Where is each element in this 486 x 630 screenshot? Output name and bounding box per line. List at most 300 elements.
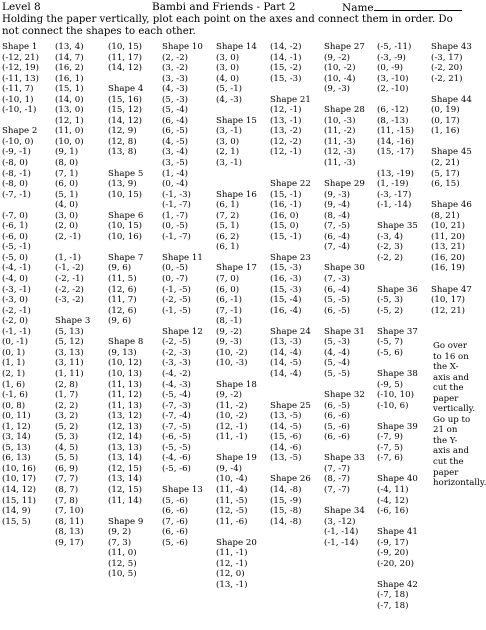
coordinate-point: (14, 12) xyxy=(2,484,37,495)
coordinate-point: (11, -2) xyxy=(216,400,248,411)
coordinate-point: (-2, -5) xyxy=(162,295,191,306)
coordinate-point: (-3, 4) xyxy=(377,231,404,242)
coordinate-point: (5, -5) xyxy=(324,368,351,379)
shape-heading: Shape 17 xyxy=(216,263,257,274)
coordinate-point: (-6, 16) xyxy=(377,506,409,517)
coordinate-point: (0, 1) xyxy=(2,347,26,358)
coordinate-point: (0, 8) xyxy=(2,400,26,411)
coordinate-point: (9, 2) xyxy=(108,527,132,538)
coordinate-point: (-5, 0) xyxy=(2,252,29,263)
shape-heading: Shape 46 xyxy=(431,200,472,211)
coordinate-point: (-2, 3) xyxy=(377,242,404,253)
coordinate-point: (15, -2) xyxy=(270,63,302,74)
coordinate-point: (11, -1) xyxy=(216,548,248,559)
shape-heading: Shape 7 xyxy=(108,252,144,263)
coordinate-point: (15, 5) xyxy=(2,516,31,527)
coordinate-point: (4, -5) xyxy=(162,136,189,147)
coordinate-point: (8, 0) xyxy=(55,158,79,169)
coordinate-point: (12, -1) xyxy=(270,105,302,116)
blank-line xyxy=(324,253,365,264)
blank-line xyxy=(377,263,418,274)
coordinate-point: (13, 9) xyxy=(108,179,137,190)
coordinate-point: (12, -5) xyxy=(216,506,248,517)
coordinate-point: (10, 5) xyxy=(108,569,137,580)
coordinate-point: (-5, 3) xyxy=(377,295,404,306)
shape-heading: Shape 44 xyxy=(431,94,472,105)
coordinate-point: (0, -7) xyxy=(162,274,189,285)
coordinate-point: (3, -1) xyxy=(216,158,243,169)
blank-line xyxy=(108,327,143,338)
coordinate-point: (8, 11) xyxy=(55,516,84,527)
coordinate-point: (14, -4) xyxy=(270,347,302,358)
coordinate-point: (5, 13) xyxy=(55,326,84,337)
coordinate-point: (12, -1) xyxy=(216,421,248,432)
coordinate-point: (-4, -3) xyxy=(162,379,191,390)
coordinate-point: (10, 13) xyxy=(108,368,143,379)
coordinate-point: (16, 2) xyxy=(55,63,84,74)
coordinate-point: (4, 5) xyxy=(55,442,79,453)
shape-heading: Shape 1 xyxy=(2,42,38,52)
coordinate-point: (15, -3) xyxy=(270,263,302,274)
coordinate-point: (5, -6) xyxy=(324,421,351,432)
coordinate-point: (-7, -5) xyxy=(162,421,191,432)
coordinate-point: (6, -4) xyxy=(324,284,351,295)
instructions: Holding the paper vertically, plot each point on the axes and connect them in order. Do not connect the shapes to each other. xyxy=(2,14,453,37)
coordinate-point: (-10, 0) xyxy=(2,136,34,147)
coordinate-point: (5, -1) xyxy=(216,84,243,95)
blank-line xyxy=(216,253,257,264)
coordinate-point: (-5, -11) xyxy=(377,42,412,52)
coordinate-point: (-10, 6) xyxy=(377,400,409,411)
level-label: Level 8 xyxy=(2,1,41,13)
shape-heading: Shape 26 xyxy=(270,474,311,485)
coordinate-point: (13, -3) xyxy=(270,337,302,348)
blank-line xyxy=(216,179,257,190)
coordinate-point: (-6, -5) xyxy=(162,432,191,443)
coordinate-point: (6, -5) xyxy=(324,305,351,316)
coordinate-point: (-7, 18) xyxy=(377,590,409,601)
coordinate-point: (-12, 21) xyxy=(2,52,39,63)
coordinate-point: (-3, -17) xyxy=(377,189,412,200)
coordinate-point: (9, -2) xyxy=(216,326,243,337)
coordinate-point: (12, 21) xyxy=(431,305,466,316)
coordinate-point: (3, -5) xyxy=(162,158,189,169)
coordinate-point: (14, -6) xyxy=(270,442,302,453)
coordinate-point: (13, -5) xyxy=(270,453,302,464)
coordinate-point: (11, -5) xyxy=(216,495,248,506)
shape-heading: Shape 19 xyxy=(216,453,257,464)
coordinate-point: (14, -5) xyxy=(270,421,302,432)
coordinate-point: (-3, 0) xyxy=(2,295,29,306)
coordinate-point: (8, 13) xyxy=(55,527,84,538)
coordinate-point: (-5, -6) xyxy=(162,463,191,474)
blank-line xyxy=(431,137,472,148)
coordinate-point: (-3, -1) xyxy=(2,284,31,295)
coordinate-point: (5, 5) xyxy=(55,453,79,464)
coordinate-point: (1, 16) xyxy=(431,126,460,137)
coordinate-point: (-2, -3) xyxy=(162,347,191,358)
coordinate-point: (12, -1) xyxy=(216,558,248,569)
shape-heading: Shape 14 xyxy=(216,42,257,52)
coordinate-point: (1, 11) xyxy=(55,368,84,379)
coordinate-point: (4, 0) xyxy=(55,200,79,211)
blank-line xyxy=(270,84,311,95)
coordinate-point: (-3, -2) xyxy=(55,295,84,306)
shape-heading: Shape 15 xyxy=(216,115,257,126)
coordinate-point: (6, -5) xyxy=(324,400,351,411)
coordinate-point: (14, -1) xyxy=(270,52,302,63)
coordinate-point: (10, 12) xyxy=(108,358,143,369)
coordinate-point: (10, 0) xyxy=(55,136,84,147)
coordinate-point: (1, 6) xyxy=(2,379,26,390)
coordinate-point: (11, -3) xyxy=(324,158,356,169)
blank-line xyxy=(2,200,39,211)
coordinate-point: (-11, 7) xyxy=(2,84,34,95)
coordinate-point: (-9, 17) xyxy=(377,537,409,548)
shape-heading: Shape 30 xyxy=(324,263,365,274)
coordinate-point: (2, 1) xyxy=(2,368,26,379)
coordinate-point: (12, -2) xyxy=(270,136,302,147)
coordinate-point: (11, -15) xyxy=(377,126,414,137)
blank-line xyxy=(162,316,203,327)
coordinate-point: (4, -4) xyxy=(324,347,351,358)
coordinate-point: (6, -4) xyxy=(162,115,189,126)
coordinate-point: (14, -16) xyxy=(377,136,414,147)
coordinate-point: (11, 17) xyxy=(108,52,143,63)
coordinate-point: (15, 1) xyxy=(55,84,84,95)
blank-line xyxy=(377,95,418,106)
coordinate-point: (3, 2) xyxy=(55,411,79,422)
coordinate-point: (2, -2) xyxy=(162,52,189,63)
blank-line xyxy=(216,527,257,538)
coordinate-point: (5, 13) xyxy=(2,442,31,453)
coordinate-point: (-5, -1) xyxy=(2,242,31,253)
coordinate-point: (-8, 0) xyxy=(2,158,29,169)
blank-line xyxy=(270,316,311,327)
coordinate-point: (6, 1) xyxy=(216,200,240,211)
coordinate-point: (12, 8) xyxy=(108,136,137,147)
blank-line xyxy=(2,116,39,127)
coordinate-point: (3, -3) xyxy=(162,73,189,84)
blank-line xyxy=(377,158,418,169)
coordinate-point: (11, 12) xyxy=(108,390,143,401)
coordinate-point: (-1, -2) xyxy=(55,263,84,274)
coordinate-point: (9, 1) xyxy=(55,147,79,158)
blank-line xyxy=(377,517,418,528)
shape-heading: Shape 9 xyxy=(108,516,144,527)
coordinate-point: (7, 0) xyxy=(216,274,240,285)
coordinate-point: (-10, 10) xyxy=(377,390,414,401)
coordinate-point: (1, 12) xyxy=(2,421,31,432)
coordinate-point: (13, 14) xyxy=(108,453,143,464)
shape-heading: Shape 5 xyxy=(108,168,144,179)
coordinate-point: (6, 15) xyxy=(431,179,460,190)
blank-line xyxy=(108,506,143,517)
blank-line xyxy=(216,369,257,380)
coordinate-point: (12, 15) xyxy=(108,484,143,495)
coordinate-point: (-3, -3) xyxy=(162,358,191,369)
coordinate-point: (10, 21) xyxy=(431,221,466,232)
coordinate-point: (1, -19) xyxy=(377,179,409,190)
shape-heading: Shape 10 xyxy=(162,42,203,52)
coordinate-point: (8, -13) xyxy=(377,115,409,126)
blank-line xyxy=(324,443,365,454)
coordinate-point: (5, -3) xyxy=(162,94,189,105)
coordinate-point: (5, -3) xyxy=(324,337,351,348)
coordinate-point: (-9, 5) xyxy=(377,379,404,390)
coordinate-point: (16, -1) xyxy=(270,200,302,211)
coordinate-point: (6, -6) xyxy=(324,432,351,443)
coordinate-point: (-9, -1) xyxy=(2,147,31,158)
coordinate-point: (4, -3) xyxy=(216,94,243,105)
blank-line xyxy=(270,158,311,169)
coordinate-point: (12, -3) xyxy=(324,147,356,158)
coordinate-point: (5, -6) xyxy=(162,495,189,506)
coordinate-point: (15, -4) xyxy=(270,295,302,306)
coordinate-point: (10, -4) xyxy=(324,73,356,84)
coordinate-point: (-20, 20) xyxy=(377,558,414,569)
blank-line xyxy=(216,443,257,454)
coordinate-point: (8, 7) xyxy=(55,484,79,495)
coordinate-point: (13, -1) xyxy=(270,115,302,126)
blank-line xyxy=(324,496,365,507)
coordinate-point: (9, 6) xyxy=(108,263,132,274)
name-label: Name xyxy=(342,2,374,14)
coordinate-point: (3, 13) xyxy=(55,347,84,358)
coordinate-point: (14, -4) xyxy=(270,368,302,379)
coordinate-point: (1, -4) xyxy=(162,168,189,179)
shape-heading: Shape 12 xyxy=(162,326,203,337)
coordinate-point: (8, -1) xyxy=(216,316,243,327)
coordinate-point: (3, -4) xyxy=(162,147,189,158)
coordinate-point: (1, 7) xyxy=(55,390,79,401)
coordinate-point: (-8, 0) xyxy=(2,179,29,190)
coordinate-point: (14, -5) xyxy=(270,358,302,369)
points-column-9 xyxy=(431,42,472,316)
points-column-8 xyxy=(377,42,418,612)
coordinate-point: (3, -10) xyxy=(377,73,409,84)
coordinate-point: (-2, 2) xyxy=(377,252,404,263)
blank-line xyxy=(324,95,365,106)
shape-heading: Shape 43 xyxy=(431,42,472,52)
coordinate-point: (2, 8) xyxy=(55,379,79,390)
blank-line xyxy=(377,464,418,475)
coordinate-point: (-7, 9) xyxy=(377,432,404,443)
coordinate-point: (2, 21) xyxy=(431,158,460,169)
coordinate-point: (11, 5) xyxy=(108,274,137,285)
coordinate-point: (13, -2) xyxy=(270,126,302,137)
coordinate-point: (12, -1) xyxy=(270,147,302,158)
coordinate-point: (9, -3) xyxy=(324,84,351,95)
coordinate-point: (-12, 19) xyxy=(2,63,39,74)
name-blank-line xyxy=(374,1,462,11)
shape-heading: Shape 38 xyxy=(377,368,418,379)
coordinate-point: (-5, 6) xyxy=(377,347,404,358)
coordinate-point: (-1, -14) xyxy=(377,200,412,211)
coordinate-point: (6, -12) xyxy=(377,105,409,116)
coordinate-point: (0, -9) xyxy=(377,63,404,74)
coordinate-point: (10, -3) xyxy=(324,115,356,126)
coordinate-point: (10, -2) xyxy=(216,411,248,422)
shape-heading: Shape 24 xyxy=(270,326,311,337)
coordinate-point: (6, -6) xyxy=(162,527,189,538)
blank-line xyxy=(55,242,90,253)
coordinate-point: (6, 0) xyxy=(55,179,79,190)
coordinate-point: (7, -3) xyxy=(324,274,351,285)
coordinate-point: (5, 3) xyxy=(55,432,79,443)
coordinate-point: (-7, 6) xyxy=(377,453,404,464)
coordinate-point: (6, -5) xyxy=(162,126,189,137)
shape-heading: Shape 42 xyxy=(377,579,418,590)
coordinate-point: (14, 12) xyxy=(108,115,143,126)
coordinate-point: (-11, 13) xyxy=(2,73,39,84)
coordinate-point: (3, 14) xyxy=(2,432,31,443)
coordinate-point: (11, 7) xyxy=(108,295,137,306)
shape-heading: Shape 37 xyxy=(377,326,418,337)
coordinate-point: (10, 15) xyxy=(108,189,143,200)
coordinate-point: (-3, 17) xyxy=(431,52,463,63)
coordinate-point: (7, 3) xyxy=(108,537,132,548)
points-column-3 xyxy=(108,42,143,580)
shape-heading: Shape 20 xyxy=(216,537,257,548)
coordinate-point: (13, -1) xyxy=(216,579,248,590)
coordinate-point: (-1, 6) xyxy=(2,390,29,401)
coordinate-point: (-2, -2) xyxy=(55,284,84,295)
blank-line xyxy=(162,474,203,485)
coordinate-point: (9, -2) xyxy=(216,390,243,401)
worksheet-title: Bambi and Friends - Part 2 xyxy=(152,1,296,13)
points-column-5 xyxy=(216,42,257,590)
coordinate-point: (8, -4) xyxy=(324,210,351,221)
coordinate-point: (-7, -1) xyxy=(2,189,31,200)
coordinate-point: (0, -4) xyxy=(162,179,189,190)
shape-heading: Shape 22 xyxy=(270,179,311,190)
coordinate-point: (11, 13) xyxy=(108,379,143,390)
coordinate-point: (10, 15) xyxy=(108,221,143,232)
coordinate-point: (-2, 20) xyxy=(431,63,463,74)
shape-heading: Shape 3 xyxy=(55,316,91,327)
coordinate-point: (15, 16) xyxy=(108,94,143,105)
coordinate-point: (7, -4) xyxy=(324,242,351,253)
coordinate-point: (-7, 5) xyxy=(377,442,404,453)
shape-heading: Shape 47 xyxy=(431,284,472,295)
coordinate-point: (-4, 0) xyxy=(2,274,29,285)
coordinate-point: (15, -17) xyxy=(377,147,414,158)
blank-line xyxy=(55,306,90,317)
coordinate-point: (10, 16) xyxy=(2,463,37,474)
coordinate-point: (-8, -1) xyxy=(2,168,31,179)
coordinate-point: (10, -3) xyxy=(216,358,248,369)
coordinate-point: (6, -1) xyxy=(216,295,243,306)
coordinate-point: (15, 11) xyxy=(2,495,37,506)
coordinate-point: (15, -6) xyxy=(270,432,302,443)
blank-line xyxy=(431,84,472,95)
coordinate-point: (-5, -5) xyxy=(162,442,191,453)
coordinate-point: (15, -9) xyxy=(270,495,302,506)
blank-line xyxy=(108,200,143,211)
coordinate-point: (5, 17) xyxy=(431,168,460,179)
shape-heading: Shape 23 xyxy=(270,252,311,263)
shape-heading: Shape 32 xyxy=(324,390,365,401)
coordinate-point: (13, 21) xyxy=(431,242,466,253)
shape-heading: Shape 40 xyxy=(377,474,418,485)
coordinate-point: (16, 0) xyxy=(270,210,299,221)
coordinate-point: (-9, 20) xyxy=(377,548,409,559)
coordinate-point: (12, 15) xyxy=(108,463,143,474)
coordinate-point: (-4, -1) xyxy=(2,263,31,274)
blank-line xyxy=(431,190,472,201)
coordinate-point: (7, 7) xyxy=(55,474,79,485)
coordinate-point: (12, 5) xyxy=(108,558,137,569)
coordinate-point: (9, -3) xyxy=(216,337,243,348)
blank-line xyxy=(270,390,311,401)
coordinate-point: (9, 6) xyxy=(108,316,132,327)
shape-heading: Shape 45 xyxy=(431,147,472,158)
coordinate-point: (5, 2) xyxy=(55,421,79,432)
points-column-4 xyxy=(162,42,203,548)
blank-line xyxy=(431,274,472,285)
shape-heading: Shape 29 xyxy=(324,179,365,190)
shape-heading: Shape 28 xyxy=(324,105,365,116)
blank-line xyxy=(324,316,365,327)
blank-line xyxy=(270,242,311,253)
coordinate-point: (0, -5) xyxy=(162,221,189,232)
coordinate-point: (5, -6) xyxy=(162,537,189,548)
blank-line xyxy=(216,169,257,180)
coordinate-point: (-7, -3) xyxy=(162,400,191,411)
coordinate-point: (11, -2) xyxy=(324,126,356,137)
shape-heading: Shape 18 xyxy=(216,379,257,390)
coordinate-point: (-2, -1) xyxy=(55,274,84,285)
coordinate-point: (7, 1) xyxy=(55,168,79,179)
coordinate-point: (16, 20) xyxy=(431,252,466,263)
coordinate-point: (7, -7) xyxy=(324,463,351,474)
coordinate-point: (5, -4) xyxy=(324,358,351,369)
coordinate-point: (15, 12) xyxy=(108,105,143,116)
blank-line xyxy=(108,158,143,169)
coordinate-point: (13, -19) xyxy=(377,168,414,179)
coordinate-point: (8, 21) xyxy=(431,210,460,221)
blank-line xyxy=(270,169,311,180)
coordinate-point: (10, 17) xyxy=(431,295,466,306)
coordinate-point: (-1, -14) xyxy=(324,527,359,538)
coordinate-point: (-4, -6) xyxy=(162,453,191,464)
coordinate-point: (-5, -4) xyxy=(162,390,191,401)
coordinate-point: (16, 19) xyxy=(431,263,466,274)
coordinate-point: (10, 15) xyxy=(108,42,143,52)
coordinate-point: (14, -2) xyxy=(270,42,302,52)
shape-heading: Shape 34 xyxy=(324,506,365,517)
coordinate-point: (12, 6) xyxy=(108,284,137,295)
blank-line xyxy=(162,242,203,253)
coordinate-point: (11, 0) xyxy=(108,548,137,559)
coordinate-point: (0, 17) xyxy=(431,115,460,126)
coordinate-point: (2, 2) xyxy=(55,400,79,411)
coordinate-point: (-5, 2) xyxy=(377,305,404,316)
coordinate-point: (7, -5) xyxy=(324,221,351,232)
coordinate-point: (3, 0) xyxy=(55,210,79,221)
coordinate-point: (5, 1) xyxy=(216,221,240,232)
coordinate-point: (-2, -5) xyxy=(162,337,191,348)
coordinate-point: (-1, -7) xyxy=(162,200,191,211)
points-column-6 xyxy=(270,42,311,527)
shape-heading: Shape 36 xyxy=(377,284,418,295)
coordinate-point: (9, 13) xyxy=(108,347,137,358)
coordinate-point: (11, -1) xyxy=(216,432,248,443)
points-column-7 xyxy=(324,42,365,548)
coordinate-point: (8, -7) xyxy=(324,474,351,485)
blank-line xyxy=(377,569,418,580)
